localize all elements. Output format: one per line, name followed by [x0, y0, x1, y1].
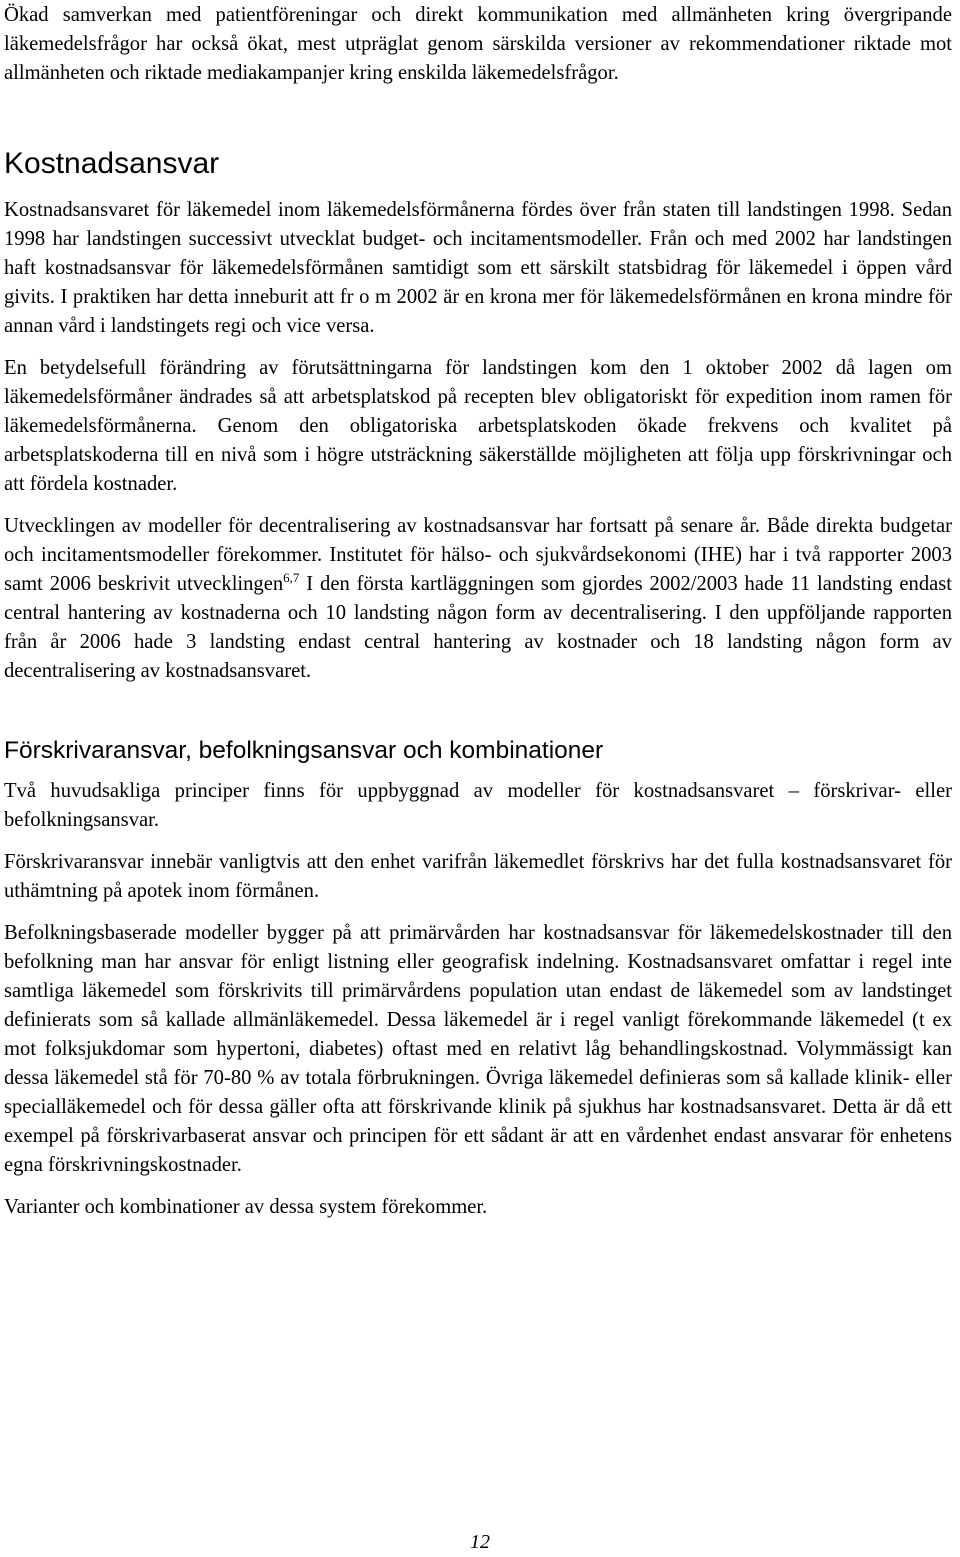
section-heading-forskrivaransvar: Förskrivaransvar, befolkningsansvar och kombinationer: [4, 737, 604, 764]
document-page: [4, 0, 952, 1222]
paragraph-kostnadsansvar-1: Kostnadsansvaret för läkemedel inom läkemedelsförmånerna fördes över från staten till landstingen 1998. Sedan 1998 har landstingen successivt utvecklat budget- och incitamentsmodeller. Från och med 2002 har landstingen haft kostnadsansvar för läkemedelsförmånen samtidigt som ett särskilt statsbidrag för läkemedel i öppen vård givits. I praktiken har detta inneburit att fr o m 2002 är en krona mer för läkemedelsförmånen en krona mindre för annan vård i landstingets regi och vice versa.: [4, 199, 952, 337]
paragraph-forskrivaransvar-2: Förskrivaransvar innebär vanligtvis att den enhet varifrån läkemedlet förskrivs har det fulla kostnadsansvaret för uthämtning på apotek inom förmånen.: [4, 851, 952, 902]
page-number: 12: [470, 1531, 490, 1553]
paragraph-kostnadsansvar-3: [4, 512, 952, 686]
paragraph-text: Utvecklingen av modeller för decentralisering av kostnadsansvar har fortsatt på senare år. Både direkta budgetar och incitamentsmodeller förekommer. Institutet för hälso- och sjukvårdsekonomi (IHE) har i två rapporter 2003 samt 2006 beskrivit utvecklingen: [4, 515, 952, 595]
paragraph-kostnadsansvar-2: En betydelsefull förändring av förutsättningarna för landstingen kom den 1 oktober 2002 då lagen om läkemedelsförmåner ändrades så att arbetsplatskod på recepten blev obligatoriskt för expedition inom ramen för läkemedelsförmånerna. Genom den obligatoriska arbetsplatskoden ökade frekvens och kvalitet på arbetsplatskoderna till en nivå som i högre utsträckning säkerställde möjligheten att följa upp förskrivningar och att fördela kostnader.: [4, 357, 952, 495]
section-heading-kostnadsansvar: Kostnadsansvar: [4, 147, 220, 180]
paragraph-text: I den första kartläggningen som gjordes 2002/2003 hade 11 landsting endast central hantering av kostnaderna och 10 landsting någon form av decentralisering. I den uppföljande rapporten från år 2006 hade 3 landsting endast central hantering av kostnader och 18 landsting någon form av decentralisering av kostnadsansvaret.: [4, 573, 952, 682]
paragraph-forskrivaransvar-4: Varianter och kombinationer av dessa system förekommer.: [4, 1196, 488, 1218]
paragraph-forskrivaransvar-3: Befolkningsbaserade modeller bygger på att primärvården har kostnadsansvar för läkemedelskostnader till den befolkning man har ansvar för enligt listning eller geografisk indelning. Kostnadsansvaret omfattar i regel inte samtliga läkemedel som förskrivits till primärvårdens population utan endast de läkemedel som av landstinget definierats som så kallade allmänläkemedel. Dessa läkemedel är i regel vanligt förekommande läkemedel (t ex mot folksjukdomar som hypertoni, diabetes) oftast med en relativt låg behandlingskostnad. Volymmässigt kan dessa läkemedel stå för 70-80 % av totala förbrukningen. Övriga läkemedel definieras som så kallade klinik- eller specialläkemedel och för dessa gäller ofta att förskrivande klinik på sjukhus har kostnadsansvaret. Detta är då ett exempel på förskrivarbaserat ansvar och principen för ett sådant är att en vårdenhet endast ansvarar för enhetens egna förskrivningskostnader.: [4, 922, 952, 1176]
intro-paragraph: Ökad samverkan med patientföreningar och direkt kommunikation med allmänheten kring övergripande läkemedelsfrågor har också ökat, mest utpräglat genom särskilda versioner av rekommendationer riktade mot allmänheten och riktade mediakampanjer kring enskilda läkemedelsfrågor.: [4, 4, 952, 84]
paragraph-forskrivaransvar-1: Två huvudsakliga principer finns för uppbyggnad av modeller för kostnadsansvaret – förskrivar- eller befolkningsansvar.: [4, 780, 952, 831]
footnote-reference: 6,7: [283, 570, 300, 585]
